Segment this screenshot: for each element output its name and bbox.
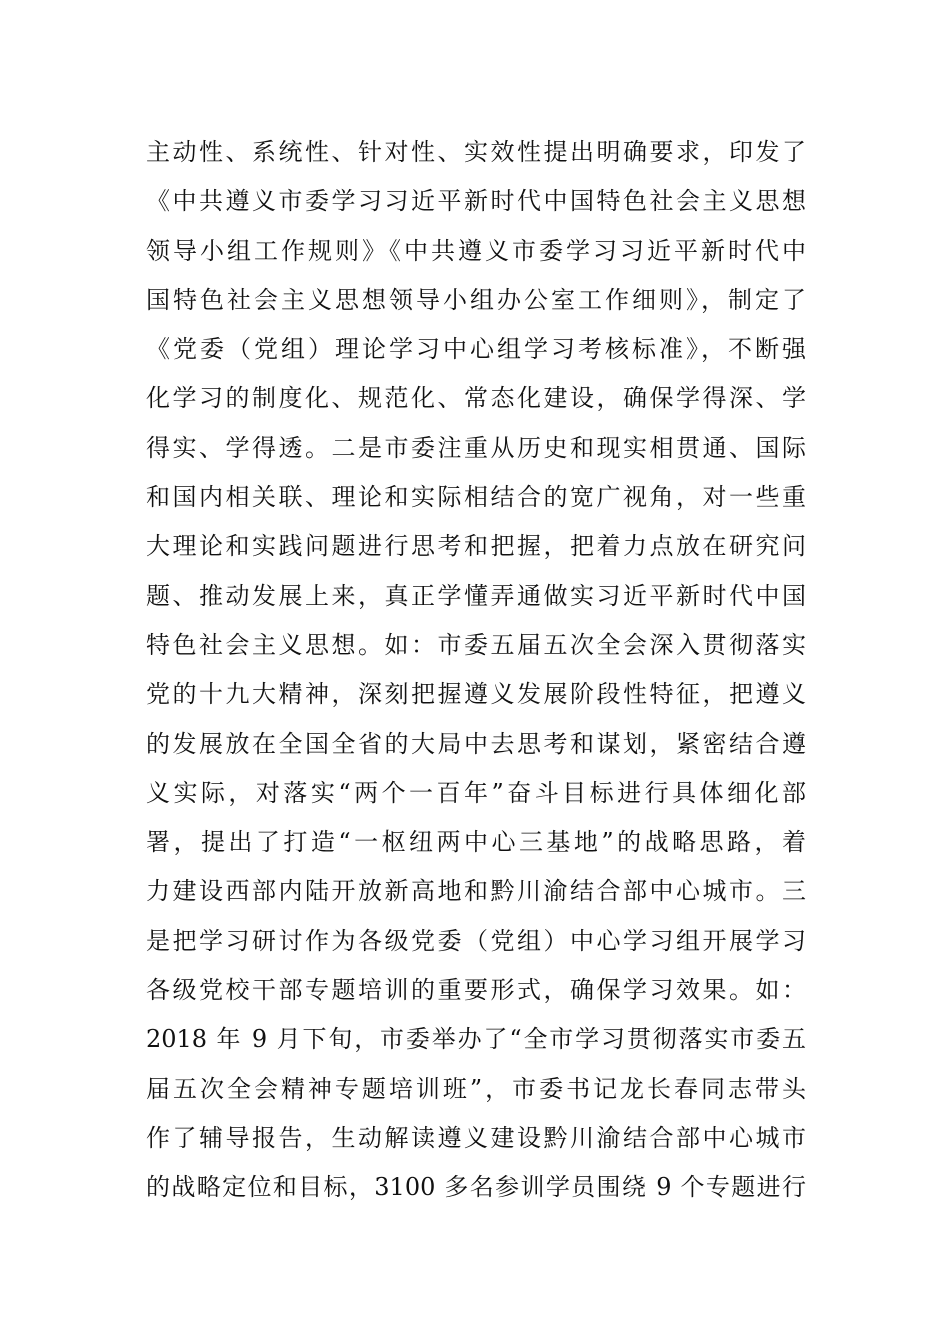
text-line-16: 力建设西部内陆开放新高地和黔川渝结合部中心城市。三 (146, 877, 806, 906)
body-text (146, 128, 806, 1213)
text-line-19: 2018 年 9 月下旬，市委举办了“全市学习贯彻落实市委五 (146, 1025, 806, 1054)
text-line-4: 国特色社会主义思想领导小组办公室工作细则》，制定了 (146, 285, 806, 314)
text-line-15: 署，提出了打造“一枢纽两中心三基地”的战略思路，着 (146, 828, 806, 857)
text-line-1: 主动性、系统性、针对性、实效性提出明确要求，印发了 (146, 138, 806, 166)
text-line-13: 的发展放在全国全省的大局中去思考和谋划，紧密结合遵 (146, 729, 806, 758)
text-line-3: 领导小组工作规则》《中共遵义市委学习习近平新时代中 (146, 236, 806, 265)
text-line-20: 届五次全会精神专题培训班”，市委书记龙长春同志带头 (146, 1074, 806, 1103)
text-line-7: 得实、学得透。二是市委注重从历史和现实相贯通、国际 (146, 433, 806, 462)
text-line-8: 和国内相关联、理论和实际相结合的宽广视角，对一些重 (146, 483, 806, 512)
text-line-5: 《党委（党组）理论学习中心组学习考核标准》，不断强 (146, 335, 806, 364)
text-line-22: 的战略定位和目标，3100 多名参训学员围绕 9 个专题进行 (146, 1173, 806, 1202)
text-line-10: 题、推动发展上来，真正学懂弄通做实习近平新时代中国 (146, 581, 806, 610)
text-line-9: 大理论和实践问题进行思考和把握，把着力点放在研究问 (146, 532, 806, 561)
text-line-18: 各级党校干部专题培训的重要形式，确保学习效果。如： (146, 976, 806, 1005)
text-line-12: 党的十九大精神，深刻把握遵义发展阶段性特征，把遵义 (146, 680, 806, 709)
text-line-21: 作了辅导报告，生动解读遵义建设黔川渝结合部中心城市 (146, 1123, 806, 1152)
text-line-6: 化学习的制度化、规范化、常态化建设，确保学得深、学 (146, 384, 806, 413)
text-line-2: 《中共遵义市委学习习近平新时代中国特色社会主义思想 (146, 187, 806, 216)
text-line-11: 特色社会主义思想。如：市委五届五次全会深入贯彻落实 (146, 630, 806, 659)
text-line-17: 是把学习研讨作为各级党委（党组）中心学习组开展学习 (146, 926, 806, 955)
text-line-14: 义实际，对落实“两个一百年”奋斗目标进行具体细化部 (146, 778, 806, 807)
